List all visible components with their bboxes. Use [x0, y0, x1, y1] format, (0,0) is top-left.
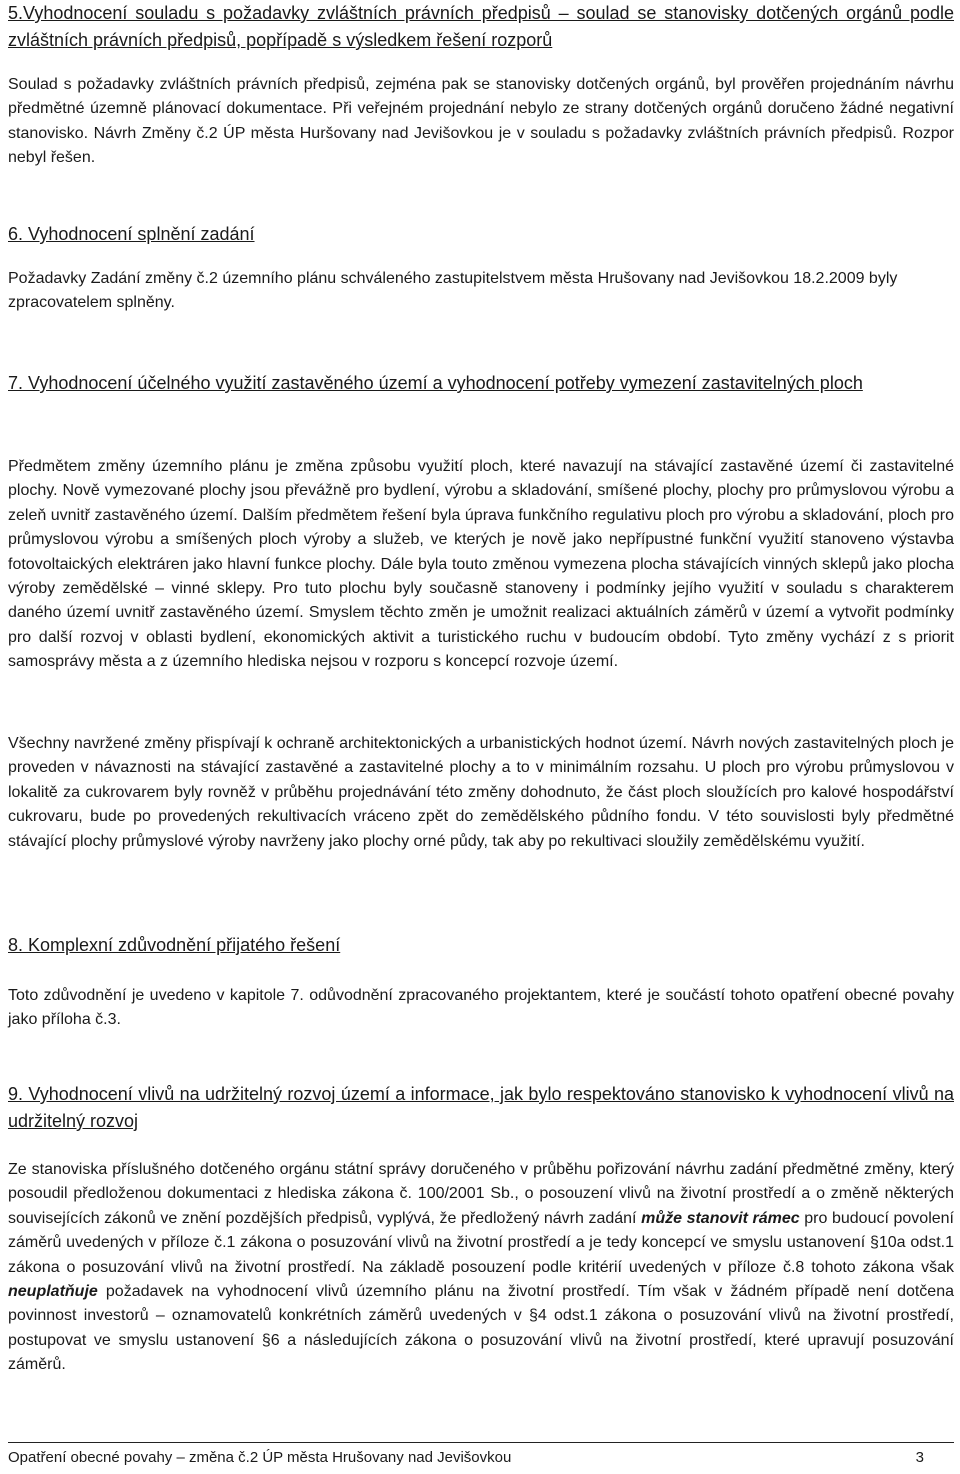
footer-text: Opatření obecné povahy – změna č.2 ÚP města Hrušovany nad Jevišovkou [8, 1449, 512, 1466]
section-9-text-part-2: pro budoucí povolení záměrů uvedených v příloze č.1 zákona o posuzování vlivů na životní prostředí a je tedy koncepcí ve smyslu ustanovení §10a odst.1 zákona o posuzování vlivů na životní prostředí. Na základě posouzení podle kritérií uvedených v příloze č.8 tohoto zákona však [8, 1209, 955, 1276]
section-8-heading: 8. Komplexní zdůvodnění přijatého řešení [8, 935, 341, 955]
section-5-paragraph: Soulad s požadavky zvláštních právních předpisů, zejména pak se stanovisky dotčených orgánů, byl prověřen projednáním návrhu předmětné územně plánovací dokumentace. Při veřejném projednání nebylo ze strany dotčených orgánů doručeno žádné negativní stanovisko. Návrh Změny č.2 ÚP města Huršovany nad Jevišovkou je v souladu s požadavky zvláštních právních předpisů. Rozpor nebyl řešen. [8, 76, 954, 167]
section-6-paragraph: Požadavky Zadání změny č.2 územního plánu schváleného zastupitelstvem města Hrušovany nad Jevišovkou 18.2.2009 byly zpracovatelem splněny. [8, 270, 898, 312]
page-footer [8, 1442, 954, 1467]
section-8-paragraph: Toto zdůvodnění je uvedeno v kapitole 7. odůvodnění zpracovaného projektantem, které je součástí tohoto opatření obecné povahy jako příloha č.3. [8, 987, 954, 1029]
section-6-heading: 6. Vyhodnocení splnění zadání [8, 224, 255, 244]
section-9-paragraph [8, 1158, 954, 1378]
section-9-text-part-1: Ze stanoviska příslušného dotčeného orgánu státní správy doručeného v průběhu pořizování návrhu zadání předmětné změny, který posoudil předloženou dokumentaci z hlediska zákona č. 100/2001 Sb., o posouzení vlivů na životní prostředí a o změně některých souvisejících zákonů ve znění pozdějších předpisů, vyplývá, že předložený návrh zadání [8, 1161, 954, 1227]
section-9-emphasis-2: neuplatňuje [8, 1283, 98, 1301]
section-5-heading: 5.Vyhodnocení souladu s požadavky zvláštních právních předpisů – soulad se stanovisky dotčených orgánů podle zvláštních právních předpisů, popřípadě s výsledkem řešení rozporů [8, 3, 954, 50]
section-9-emphasis-1: může stanovit rámec [641, 1209, 800, 1227]
section-9-heading: 9. Vyhodnocení vlivů na udržitelný rozvoj území a informace, jak bylo respektováno stanovisko k vyhodnocení vlivů na udržitelný rozvoj [8, 1084, 954, 1131]
section-7-paragraph-2: Všechny navržené změny přispívají k ochraně architektonických a urbanistických hodnot území. Návrh nových zastavitelných ploch je proveden v návaznosti na stávající zastavěné a zastavitelné plochy a to v minimálním rozsahu. U ploch pro výrobu průmyslovou v lokalitě za cukrovarem byly rovněž v průběhu projednávání této změny dohodnuto, že část ploch sloužících pro kalové hospodářství cukrovaru, bude po provedených rekultivacích vráceno zpět do zemědělského půdního fondu. V této souvislosti byly předmětné stávající plochy průmyslové výroby navrženy jako plochy orné půdy, tak aby po rekultivaci sloužily zemědělskému využití. [8, 735, 954, 850]
page-number: 3 [915, 1449, 924, 1466]
section-9-text-part-3: požadavek na vyhodnocení vlivů územního plánu na životní prostředí. Tím však v žádném případě není dotčena povinnost investorů – oznamovatelů konkrétních záměrů uvedených v §4 odst.1 zákona o posuzování vlivů na životní prostředí, postupovat ve smyslu ustanovení §6 a následujících zákona o posuzování vlivů na životní prostředí, které upravují posuzování záměrů. [8, 1283, 954, 1374]
section-7-heading: 7. Vyhodnocení účelného využití zastavěného území a vyhodnocení potřeby vymezení zastavitelných ploch [8, 373, 863, 393]
section-7-paragraph-1: Předmětem změny územního plánu je změna způsobu využití ploch, které navazují na stávající zastavěné území či zastavitelné plochy. Nově vymezované plochy jsou převážně pro bydlení, výrobu a skladování, smíšené plochy, plochy pro průmyslovou výrobu a zeleň uvnitř zastavěného území. Dalším předmětem řešení byla úprava funkčního regulativu ploch pro výrobu a skladování, ploch pro průmyslovou výrobu a smíšených ploch výroby a služeb, ve kterých je nově jako nepřípustné funkční využití stanoveno výstavba fotovoltaických elektráren jako hlavní funkce plochy. Dále byla touto změnou vymezena plocha stávajících vinných sklepů jako plocha výroby zemědělské – vinné sklepy. Pro tuto plochu byly současně stanoveny i podmínky jejího využití v souladu s charakterem daného území uvnitř zastavěného území. Smyslem těchto změn je umožnit realizaci aktuálních záměrů v území a vytvořit podmínky pro další rozvoj v oblasti bydlení, ekonomických aktivit a turistického ruchu v budoucím období. Tyto změny vychází z s priorit samosprávy města a z územního hlediska nejsou v rozporu s koncepcí rozvoje území. [8, 458, 954, 671]
